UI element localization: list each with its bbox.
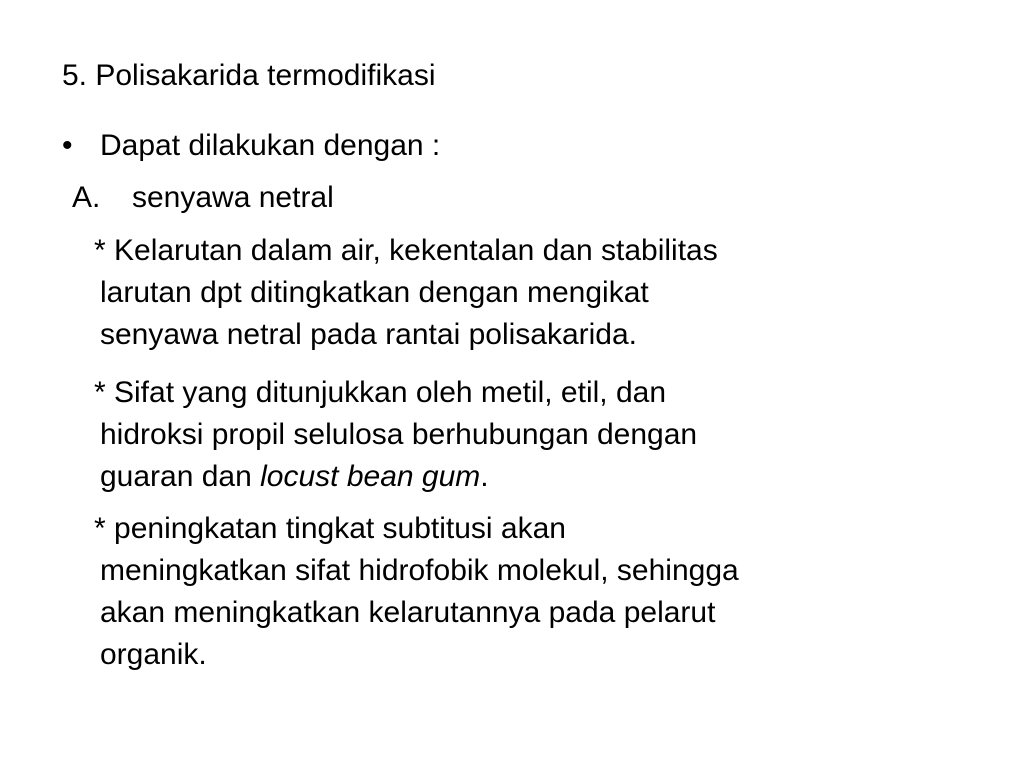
paragraph-substitution — [94, 508, 980, 676]
paragraph-line: * Sifat yang ditunjukkan oleh metil, etil, dan — [94, 376, 667, 409]
bullet-text: Dapat dilakukan dengan : — [100, 129, 441, 162]
subitem-marker: A. — [72, 181, 101, 214]
slide-title: 5. Polisakarida termodifikasi — [62, 59, 436, 92]
paragraph-properties — [94, 372, 980, 498]
paragraph-line: hidroksi propil selulosa berhubungan dengan — [100, 418, 698, 451]
paragraph-line: senyawa netral pada rantai polisakarida. — [100, 318, 637, 351]
paragraph-text-prefix: guaran dan — [100, 460, 261, 493]
bullet-symbol: • — [62, 129, 73, 162]
paragraph-line: * peningkatan tingkat subtitusi akan — [94, 512, 566, 545]
subitem-text: senyawa netral — [132, 181, 334, 214]
paragraph-line: larutan dpt ditingkatkan dengan mengikat — [100, 276, 649, 309]
paragraph-solubility — [94, 230, 980, 356]
paragraph-line: * Kelarutan dalam air, kekentalan dan stabilitas — [94, 234, 718, 267]
paragraph-line: organik. — [100, 638, 207, 671]
paragraph-line: akan meningkatkan kelarutannya pada pelarut — [100, 596, 716, 629]
paragraph-text-suffix: . — [480, 460, 489, 493]
italic-term: locust bean gum — [260, 460, 481, 493]
paragraph-line: meningkatkan sifat hidrofobik molekul, sehingga — [100, 554, 739, 587]
subitem-a — [72, 178, 334, 218]
bullet-item — [62, 126, 440, 166]
paragraph-line — [100, 456, 980, 498]
